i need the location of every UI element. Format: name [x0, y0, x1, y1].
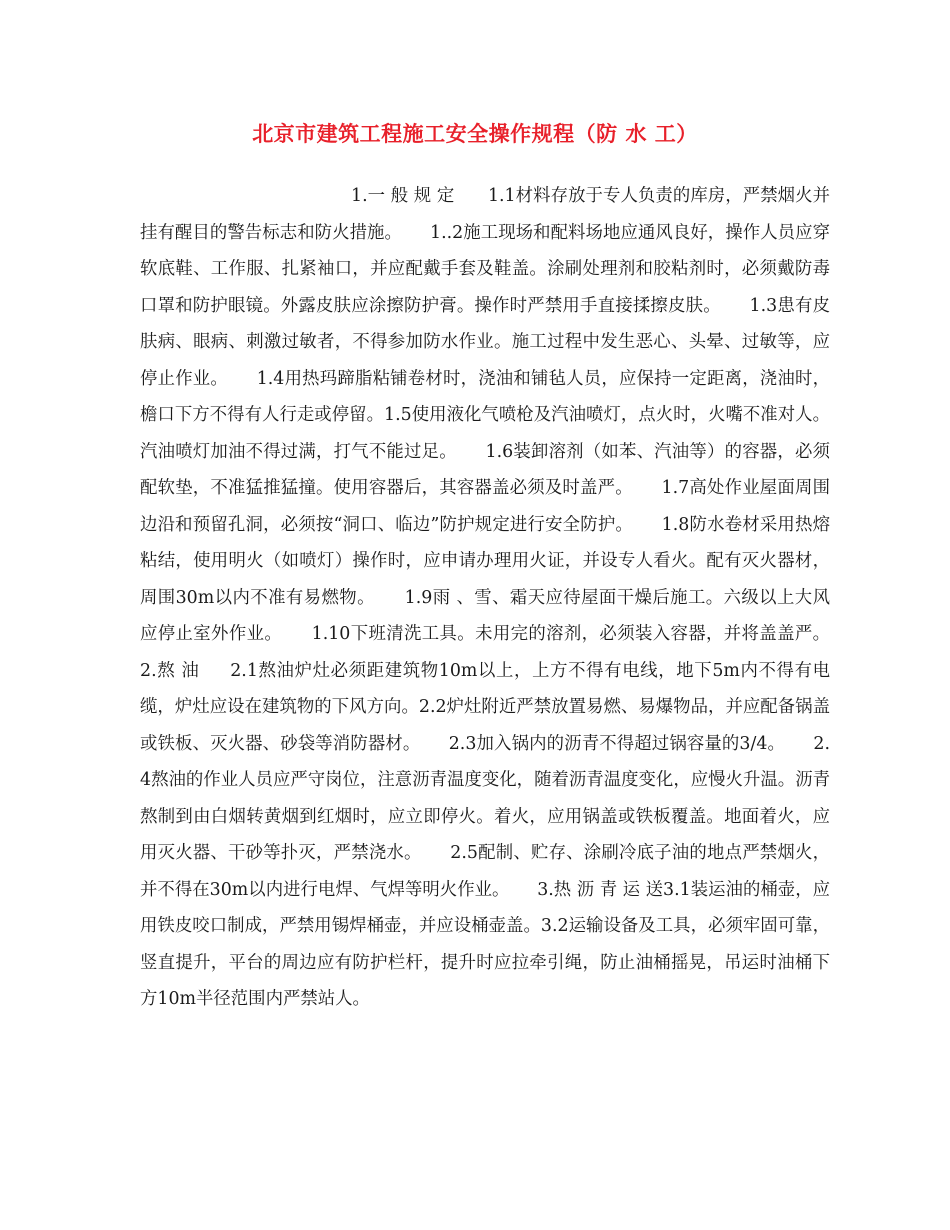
document-title: 北京市建筑工程施工安全操作规程（防 水 工）: [252, 121, 698, 146]
document-body-text: 1.一 般 规 定 1.1材料存放于专人负责的库房，严禁烟火并挂有醒目的警告标志和防火措施。 1..2施工现场和配料场地应通风良好，操作人员应穿软底鞋、工作服、扎紧袖口，并应配戴手套及鞋盖。涂刷处理剂和胶粘剂时，必须戴防毒口罩和防护眼镜。外露皮肤应涂擦防护膏。操作时严禁用手直接揉擦皮肤。 1.3患有皮肤病、眼病、刺激过敏者，不得参加防水作业。施工过程中发生恶心、头晕、过敏等，应停止作业。 1.4用热玛蹄脂粘铺卷材时，浇油和铺毡人员，应保持一定距离，浇油时，檐口下方不得有人行走或停留。1.5使用液化气喷枪及汽油喷灯，点火时，火嘴不准对人。汽油喷灯加油不得过满，打气不能过足。 1.6装卸溶剂（如苯、汽油等）的容器，必须配软垫，不准猛推猛撞。使用容器后，其容器盖必须及时盖严。 1.7高处作业屋面周围边沿和预留孔洞，必须按“洞口、临边”防护规定进行安全防护。 1.8防水卷材采用热熔粘结，使用明火（如喷灯）操作时，应申请办理用火证，并设专人看火。配有灭火器材，周围30m以内不准有易燃物。 1.9雨 、雪、霜天应待屋面干燥后施工。六级以上大风应停止室外作业。 1.10下班清洗工具。未用完的溶剂，必须装入容器，并将盖盖严。 2.熬 油 2.1熬油炉灶必须距建筑物10m以上，上方不得有电线，地下5m内不得有电缆，炉灶应设在建筑物的下风方向。2.2炉灶附近严禁放置易燃、易爆物品，并应配备锅盖或铁板、灭火器、砂袋等消防器材。 2.3加入锅内的沥青不得超过锅容量的3/4。 2.4熬油的作业人员应严守岗位，注意沥青温度变化，随着沥青温度变化，应慢火升温。沥青熬制到由白烟转黄烟到红烟时，应立即停火。着火，应用锅盖或铁板覆盖。地面着火，应用灭火器、干砂等扑灭，严禁浇水。 2.5配制、贮存、涂刷冷底子油的地点严禁烟火，并不得在30m以内进行电焊、气焊等明火作业。 3.热 沥 青 运 送3.1装运油的桶壶，应用铁皮咬口制成，严禁用锡焊桶壶，并应设桶壶盖。3.2运输设备及工具，必须牢固可靠，竖直提升，平台的周边应有防护栏杆，提升时应拉牵引绳，防止油桶摇晃，吊运时油桶下方10m半径范围内严禁站人。: [140, 186, 858, 1009]
